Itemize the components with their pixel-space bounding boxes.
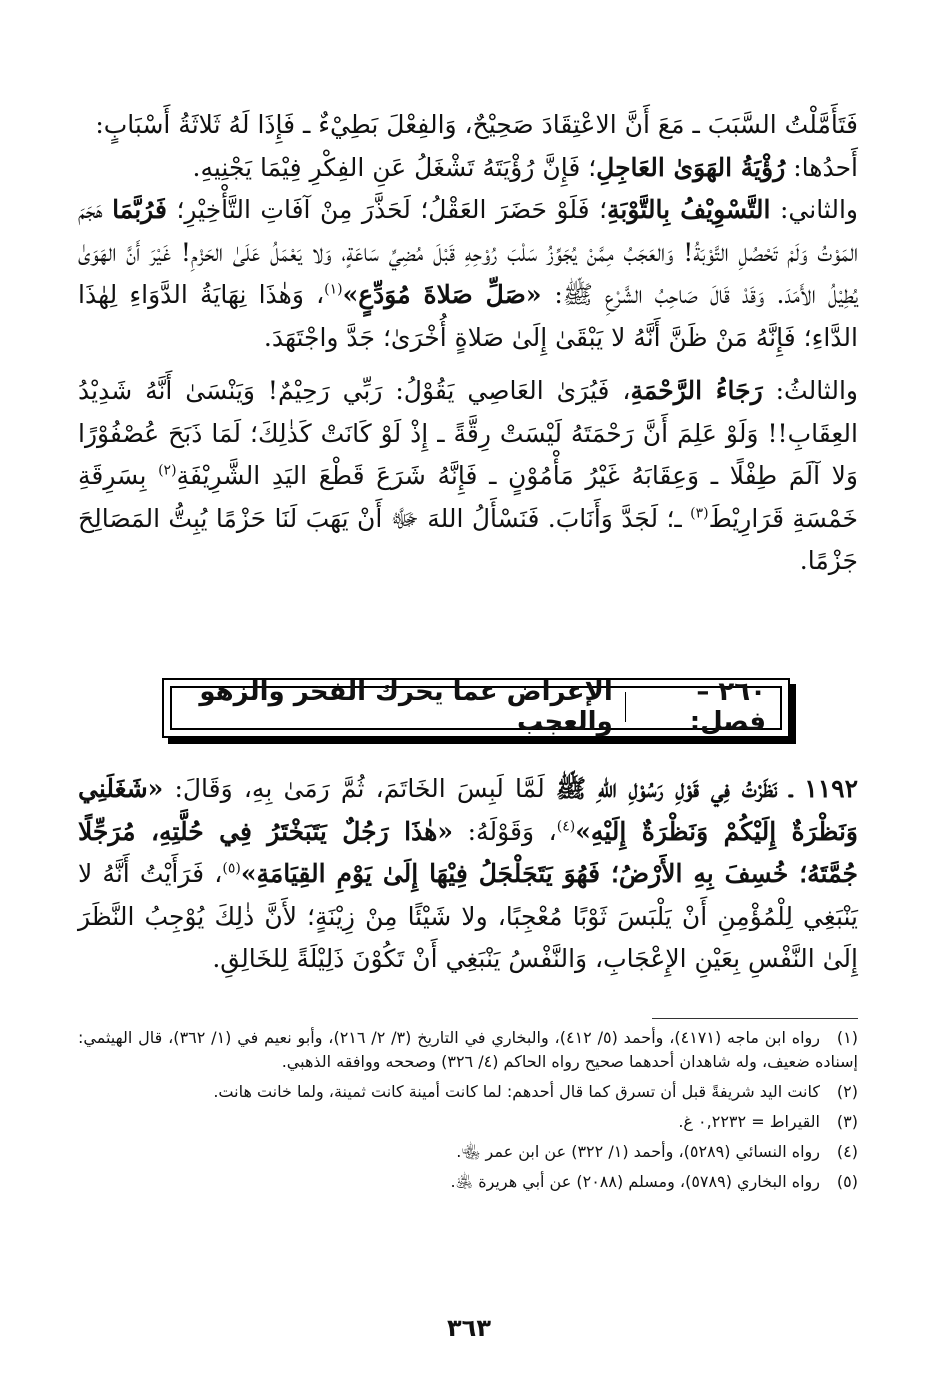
footnote-ref-1[interactable]: (١) [324,281,343,298]
second-reason-emphasis: فَرُبَّمَا [112,195,167,224]
footnote-separator [652,1018,858,1019]
intro-text: فَتَأَمَّلْتُ السَّبَبَ ـ مَعَ أَنَّ الاعْتِقَادَ صَحِيْحٌ، وَالفِعْلَ بَطِيْءٌ ـ فَإِذَا لَهُ ثَلاثَةُ أَسْبَابٍ: [95,110,858,139]
section-text-a: لَمَّا لَبِسَ الخَاتَمَ، ثُمَّ رَمَىٰ بِهِ، وَقَالَ: [163,774,556,803]
footnote-ref-3[interactable]: (٣) [690,505,709,522]
first-reason-label: أَحدُها: [785,152,858,182]
third-reason-text-c: ـ؛ لَجَدَّ وَأَنَابَ. فَنَسْأَلُ اللهَ ﷻ أَنْ يَهَبَ لَنَا حَزْمًا يُبِتُّ المَصَالِحَ جَزْمًا. [78,503,858,575]
first-reason-title: رُؤْيَةُ الهَوَىٰ العَاجِلِ [596,152,786,182]
paragraph-intro [78,104,858,147]
footnote-ref-2[interactable]: (٢) [158,462,177,479]
footnotes [78,1026,858,1200]
section-number: ٢٦٠ – فصل: [689,677,766,737]
footnote-number: (١) [836,1028,859,1047]
footnote-3 [78,1110,858,1134]
second-reason-text-c: ، وَهٰذَا نِهَايَةُ الدَّوَاءِ لِهٰذَا الدَّاءِ؛ فَإِنَّهُ مَنْ ظَنَّ أَنَّهُ لا يَبْقَىٰ إِلَىٰ صَلاةٍ أُخْرَىٰ؛ جَدَّ واجْتَهَدَ. [78,280,858,352]
footnote-number: (٥) [836,1172,858,1191]
page-number: ٣٦٣ [447,1314,491,1342]
footnote-5 [78,1170,858,1194]
first-reason-text: ؛ فَإِنَّ رُؤْيَتَهُ تَشْغَلُ عَنِ الفِكْرِ فِيْمَا يَجْنِيهِ. [192,152,597,182]
third-reason-text-b: بِسَرِقَةِ خَمْسَةِ قَرَارِيْطَ [78,461,858,533]
section-title: الإعراض عما يحرك الفخر والزهو والعجب [199,677,613,737]
paragraph-second-reason [78,189,858,359]
hadith-quote-1: «شَغَلَنِي وَنَظْرَةٌ إِلَيْكُمْ وَنَظْرَةٌ إِلَيْهِ» [78,774,858,846]
footnote-text: كانت اليد شريفةً قبل أن تسرق كما قال أحدهم: لما كانت أمينة كانت ثمينة، ولما خانت هانت. [213,1082,820,1101]
footnote-text: القيراط = ٠,٢٢٣٢ غ. [678,1112,820,1131]
footnote-ref-4[interactable]: (٤) [556,818,576,835]
paragraph-third-reason [78,370,858,583]
section-heading-box [162,678,790,738]
footnote-text: رواه النسائي (٥٢٨٩)، وأحمد (١/ ٣٢٢) عن ابن عمر ﵄. [456,1142,820,1161]
footnote-ref-5[interactable]: (٥) [222,860,241,877]
third-reason-label: والثالثُ: [762,376,858,405]
second-reason-text-a: ؛ فَلَوْ حَضَرَ العَقْلُ؛ لَحَذَّرَ مِنْ آفَاتِ التَّأْخِيْرِ؛ [166,195,608,224]
section-text-b: ، وَقَوْلَهُ: [452,816,557,846]
main-text [78,104,858,583]
footnote-4 [78,1140,858,1164]
paragraph-number: ١١٩٢ ـ نَظَرْتُ فِي قَوْلِ [663,774,858,803]
prophet-mention: رَسُوْلِ اللهِ ﷺ [555,774,664,803]
footnote-number: (٣) [836,1112,858,1131]
footnote-number: (٤) [836,1142,858,1161]
paragraph-1192 [78,768,858,981]
third-reason-text-a: ، فَيُرَىٰ العَاصِي يَقُوْلُ: رَبِّي رَحِيْمٌ! وَيَنْسَىٰ أَنَّهُ شَدِيْدُ العِقَابِ!! وَلَوْ عَلِمَ أَنَّ رَحْمَتَهُ لَيْسَتْ رِقَّةً ـ إِذْ لَوْ كَانَتْ كَذٰلِكَ؛ لَمَا ذَبَحَ عُصْفُوْرًا وَلا آلَمَ طِفْلًا ـ وَعِقَابَهُ غَيْرُ مَأْمُوْنٍ ـ فَإِنَّهُ شَرَعَ قَطْعَ اليَدِ الشَّرِيْفَةِ [78,376,859,490]
second-reason-label: والثاني: [770,195,858,224]
third-reason-title: رَجَاءُ الرَّحْمَةِ [630,376,763,405]
hadith-quote-2: «هٰذَا رَجُلٌ يَتَبَخْتَرُ فِي حُلَّتِهِ، مُرَجِّلًا جُمَّتَهُ؛ خُسِفَ بِهِ الأَرْضُ؛ فَهُوَ يَتَجَلْجَلُ فِيْهَا إِلَىٰ يَوْمِ القِيَامَةِ» [78,816,858,888]
footnote-1 [78,1026,858,1074]
paragraph-first-reason [78,147,858,190]
footnote-number: (٢) [836,1082,858,1101]
hadith-quote: «صَلِّ صَلاةَ مُوَدِّعٍ» [342,280,555,309]
section-text-c: ، فَرَأَيْتُ أَنَّهُ لا يَنْبَغِي لِلْمُؤْمِنِ أَنْ يَلْبَسَ ثَوْبًا مُعْجِبًا، ولا شَيْئًا مِنْ زِيْنَةٍ؛ لأَنَّ ذٰلِكَ يُوْجِبُ النَّظَرَ إِلَىٰ النَّفْسِ بِعَيْنِ الإِعْجَابِ، وَالنَّفْسُ يَنْبَغِي أَنْ تَكُوْنَ ذَلِيْلَةً لِلخَالِقِ. [78,859,858,973]
footnote-2 [78,1080,858,1104]
second-reason-title: التَّسْوِيْفُ بِالتَّوْبَةِ [607,195,771,224]
section-divider [625,692,627,722]
second-reason-text-b: هَجَمَ المَوْتُ وَلَمْ تَحْصُلِ التَّوْبَةُ! وَالعَجَبُ مِمَّنْ يُجَوِّزُ سَلْبَ رُوْحِهِ قَبْلَ مُضِيِّ سَاعَةٍ، وَلا يَعْمَلُ عَلَىٰ الحَزْمِ! غَيْرَ أَنَّ الهَوَىٰ يُطِيْلُ الأَمَدَ. وَقَدْ قَالَ صَاحِبُ الشَّرْعِ ﷺ: [78,195,859,309]
footnote-text: رواه البخاري (٥٧٨٩)، ومسلم (٢٠٨٨) عن أبي هريرة ﵁. [450,1172,820,1191]
section-heading-inner [170,677,782,737]
section-body [78,768,858,981]
footnote-text: رواه ابن ماجه (٤١٧١)، وأحمد (٥/ ٤١٢)، والبخاري في التاريخ (٣/ ٢/ ٢١٦)، وأبو نعيم في (١/ ٣٦٢)، قال الهيثمي: إسناده ضعيف، وله شاهدان أحدهما صحيح رواه الحاكم (٤/ ٣٢٦) وصححه ووافقه الذهبي. [78,1028,858,1071]
